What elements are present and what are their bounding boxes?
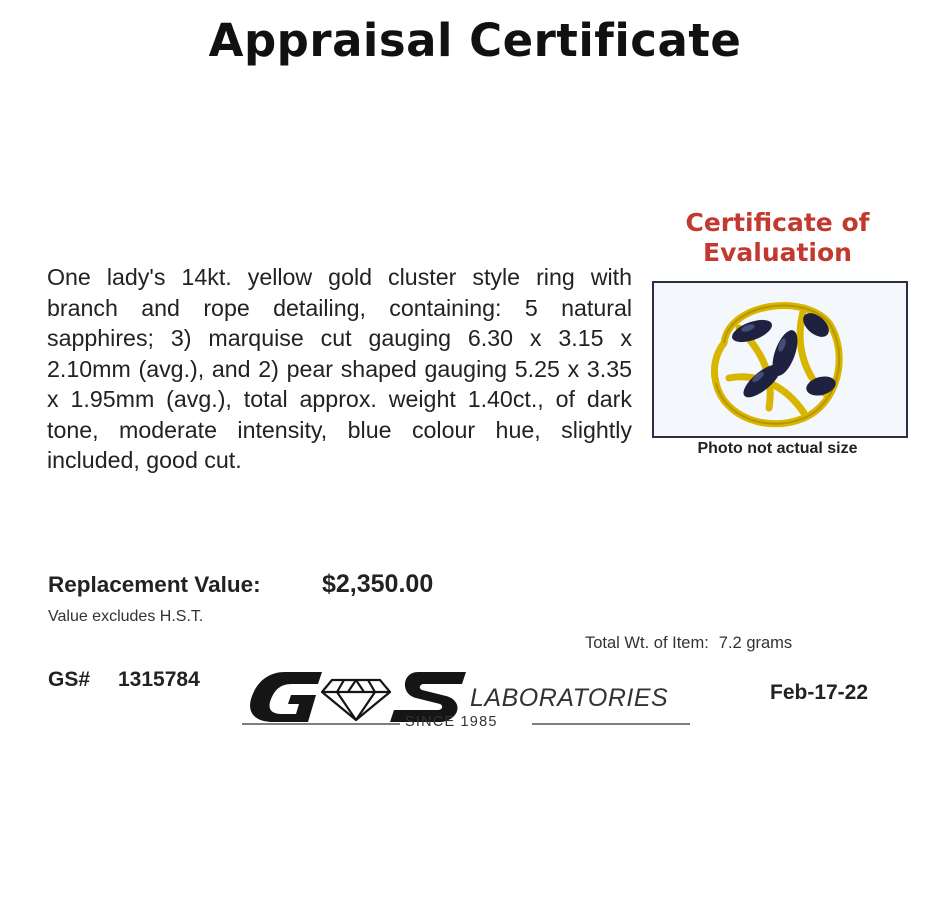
certificate-heading-line2: Evaluation [703,238,852,267]
total-weight [585,634,792,653]
tax-note: Value excludes H.S.T. [48,608,204,625]
total-weight-label: Total Wt. of Item: [585,634,709,652]
replacement-value-amount: $2,350.00 [322,570,434,598]
certificate-heading-line1: Certificate of [685,208,870,237]
logo-since-text: SINCE 1985 [405,714,498,730]
total-weight-value: 7.2 grams [718,634,793,652]
page-title: Appraisal Certificate [208,14,742,67]
certificate-of-evaluation-heading [655,208,900,268]
replacement-value-label: Replacement Value: [48,572,261,597]
item-description: One lady's 14kt. yellow gold cluster style ring with branch and rope detailing, containing: 5 natural sapphires; 3) marquise cut gauging 6.30 x 3.15 x 2.10mm (avg.), and 2) pear shaped gauging 5.25 x 3.35 x 1.95mm (avg.), total approx. weight 1.40ct., of dark tone, moderate intensity, blue colour hue, slightly included, good cut. [47,264,632,473]
photo-caption: Photo not actual size [697,440,858,457]
ring-illustration [654,283,906,436]
logo-laboratories-text: LABORATORIES [470,684,669,712]
gs-number-value: 1315784 [118,668,200,691]
certificate-date: Feb-17-22 [770,681,869,704]
ring-photo [652,281,908,438]
gs-number-label: GS# [48,668,91,691]
